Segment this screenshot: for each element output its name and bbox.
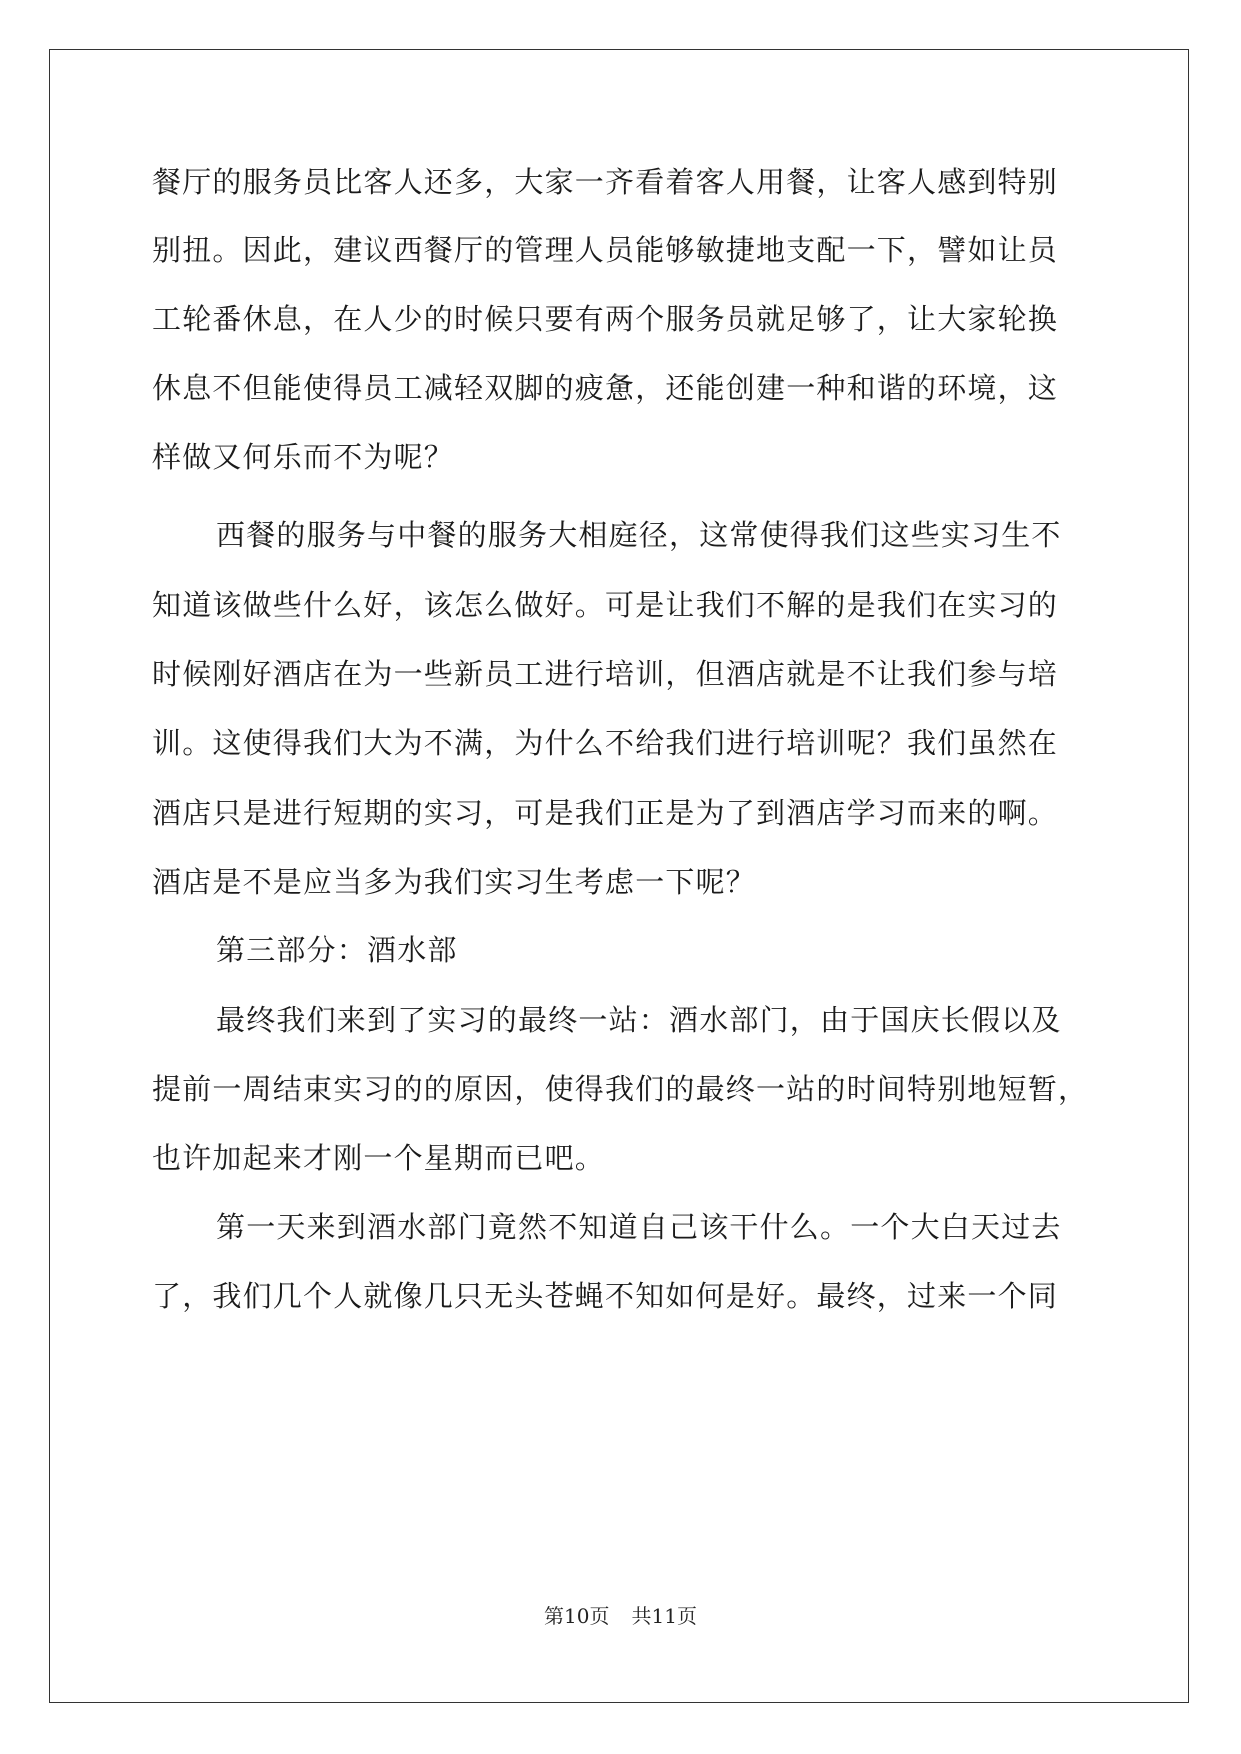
- paragraph-first-line: 西餐的服务与中餐的服务大相庭径，这常使得我们这些实习生不: [216, 518, 1062, 552]
- text-line: 时候刚好酒店在为一些新员工进行培训，但酒店就是不让我们参与培: [152, 657, 1059, 691]
- text-line: 知道该做些什么好，该怎么做好。可是让我们不解的是我们在实习的: [152, 588, 1059, 622]
- text-line: 也许加起来才刚一个星期而已吧。: [152, 1141, 606, 1175]
- section-heading: 第三部分：酒水部: [216, 933, 458, 967]
- text-line: 工轮番休息，在人少的时候只要有两个服务员就足够了，让大家轮换: [152, 302, 1059, 336]
- text-line: 酒店只是进行短期的实习，可是我们正是为了到酒店学习而来的啊。: [152, 796, 1059, 830]
- paragraph-first-line: 第一天来到酒水部门竟然不知道自己该干什么。一个大白天过去: [216, 1210, 1062, 1244]
- text-line: 提前一周结束实习的的原因，使得我们的最终一站的时间特别地短暂，: [152, 1072, 1089, 1106]
- text-line: 别扭。因此，建议西餐厅的管理人员能够敏捷地支配一下，譬如让员: [152, 233, 1059, 267]
- paragraph-first-line: 最终我们来到了实习的最终一站：酒水部门，由于国庆长假以及: [216, 1003, 1062, 1037]
- text-line: 休息不但能使得员工减轻双脚的疲惫，还能创建一种和谐的环境，这: [152, 371, 1059, 405]
- text-line: 样做又何乐而不为呢？: [152, 440, 455, 474]
- text-line: 酒店是不是应当多为我们实习生考虑一下呢？: [152, 865, 757, 899]
- page-footer: [0, 1604, 1241, 1628]
- text-line: 餐厅的服务员比客人还多，大家一齐看着客人用餐，让客人感到特别: [152, 165, 1059, 199]
- page-number: 第10页: [544, 1604, 610, 1628]
- page-total: 共11页: [631, 1604, 697, 1628]
- text-line: 了，我们几个人就像几只无头苍蝇不知如何是好。最终，过来一个同: [152, 1279, 1059, 1313]
- text-line: 训。这使得我们大为不满，为什么不给我们进行培训呢？我们虽然在: [152, 726, 1059, 760]
